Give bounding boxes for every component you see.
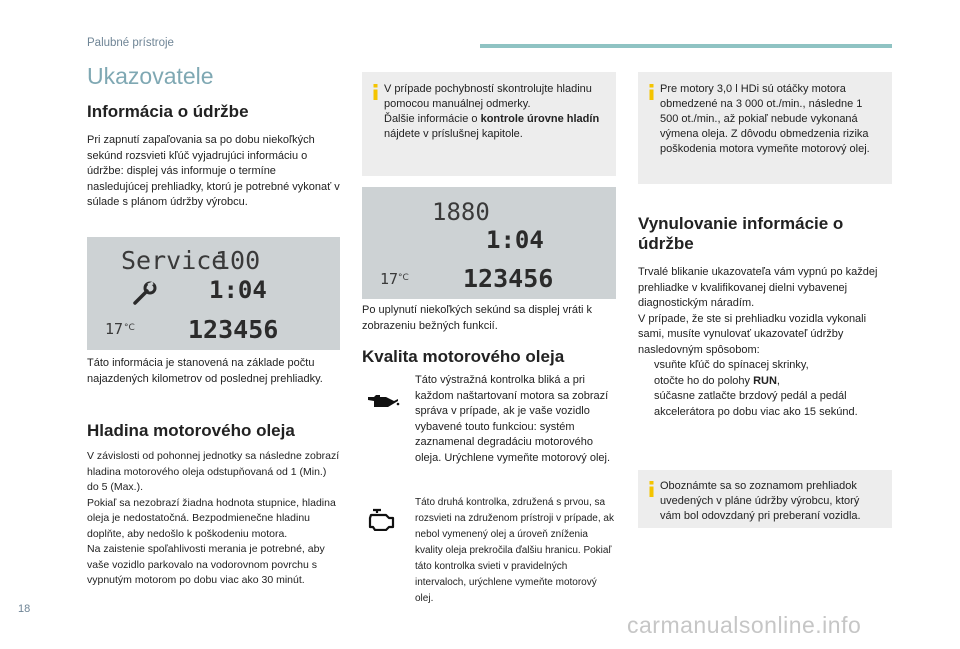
display-time: 1:04 (209, 276, 267, 304)
maintenance-section (87, 102, 340, 211)
oil-warning-first (415, 373, 616, 466)
info-schedule-text: Oboznámte sa so zoznamom prehliadok uvedených v pláne údržby výrobcu, ktorý vám bol odovzdaný pri preberaní vozidla. (660, 480, 861, 522)
display-service-distance: 100 (215, 246, 261, 275)
info-icon (647, 84, 656, 100)
display-return-text: Po uplynutí niekoľkých sekúnd sa displej vráti k zobrazeniu bežných funkcií. (362, 304, 593, 332)
display-temperature: 17 (105, 320, 124, 338)
reset-step (638, 389, 892, 420)
info-box-hdi (638, 72, 892, 184)
info-dipstick-text: V prípade pochybností skontrolujte hladinu pomocou manuálnej odmerky. (384, 83, 592, 110)
display-return-note (362, 303, 616, 334)
reset-step-position: RUN (753, 374, 777, 387)
maintenance-after-text: Táto informácia je stanovená na základe počtu najazdených kilometrov od poslednej prehliadky. (87, 357, 323, 385)
oil-can-icon (366, 393, 400, 409)
reset-section (638, 214, 892, 420)
service-display-panel (87, 237, 340, 350)
page-title: Ukazovatele (87, 63, 214, 89)
info-icon (647, 481, 656, 497)
header-divider (480, 44, 892, 48)
info-icon (371, 84, 380, 100)
watermark: carmanualsonline.info (627, 612, 862, 638)
display-remaining-distance: 1880 (432, 198, 490, 226)
display-temperature: 17 (380, 270, 399, 288)
reset-heading: Vynulovanie informácie o údržbe (638, 214, 844, 253)
display-odometer: 123456 (188, 315, 279, 344)
info-fluid-text-pre: Ďalšie informácie o (384, 113, 481, 125)
oil-level-heading: Hladina motorového oleja (87, 421, 295, 440)
oil-level-section (87, 421, 340, 589)
section-header: Palubné prístroje (87, 37, 174, 49)
display-temp-unit: °C (398, 273, 409, 283)
oil-level-text: V závislosti od pohonnej jednotky sa následne zobrazí hladina motorového oleja odstupňovaná od 1 (Min.) do 5 (Max.). Pokiaľ sa nezobrazí žiadna hodnota stupnice, hladina oleja je nedostatočná. Bezpodmienečne hladinu doplňte, aby nedošlo k poškodeniu motora. Na zaistenie spoľahlivosti merania je potrebné, aby vaše vozidlo parkovalo na vodorovnom povrchu s vypnutým motorom po dobu viac ako 30 minút. (87, 450, 340, 586)
engine-warning-icon (366, 505, 396, 531)
oil-warning-first-text: Táto výstražná kontrolka bliká a pri každom naštartovaní motora sa zobrazí správa v prípade, ak je vaše vozidlo vybavené touto funkciou: systém zaznamenal degradáciu motorového oleja. Urýchlene vymeňte motorový olej. (415, 374, 611, 464)
reset-step (638, 374, 892, 390)
oil-warning-second (415, 495, 616, 607)
distance-display-panel (362, 187, 616, 299)
info-fluid-text-post: nájdete v príslušnej kapitole. (384, 128, 523, 140)
maintenance-heading: Informácia o údržbe (87, 102, 249, 121)
reset-step-text: otočte ho do polohy (654, 374, 754, 387)
maintenance-note (87, 356, 340, 387)
info-box-dipstick (362, 72, 616, 176)
info-box-schedule (638, 470, 892, 528)
reset-step-text: súčasne zatlačte brzdový pedál a pedál akcelerátora po dobu viac ako 15 sekúnd. (654, 390, 858, 418)
display-time: 1:04 (486, 226, 544, 254)
reset-text: Trvalé blikanie ukazovateľa vám vypnú po každej prehliadke v kvalifikovanej dielni vybavenej diagnostickým náradím. V prípade, že ste si prehliadku vozidla vykonali sami, musíte vynulovať ukazovateľ údržby nasledovným spôsobom: (638, 266, 878, 356)
wrench-icon (135, 283, 155, 303)
page-number: 18 (18, 603, 31, 615)
info-fluid-link-text: kontrole úrovne hladín (480, 113, 600, 125)
reset-step (638, 358, 892, 374)
reset-step-text: vsuňte kľúč do spínacej skrinky, (654, 359, 809, 371)
reset-step-text-end: , (776, 374, 780, 387)
oil-quality-section (362, 347, 616, 367)
display-odometer: 123456 (463, 264, 554, 293)
info-fluid-text (384, 112, 606, 142)
display-service-label: Service (121, 246, 227, 275)
reset-steps-list (638, 358, 892, 420)
maintenance-text: Pri zapnutí zapaľovania sa po dobu niekoľkých sekúnd rozsvieti kľúč vyjadrujúci informáciu o údržbe: displej vás informuje o termíne nasledujúcej prehliadky, ktorú je potrebné vykonať v súlade s plánom údržby výrobcu. (87, 134, 340, 208)
info-hdi-text: Pre motory 3,0 l HDi sú otáčky motora obmedzené na 3 000 ot./min., následne 1 500 ot./min., až pokiaľ nebude vykonaná výmena oleja. Z dôvodu obmedzenia rizika poškodenia motora vymeňte motorový olej. (660, 83, 870, 155)
display-temp-unit: °C (124, 323, 135, 333)
oil-warning-second-text: Táto druhá kontrolka, združená s prvou, sa rozsvieti na združenom prístroji v prípade, ak nebol vymenený olej a úroveň zníženia kvality oleja prekročila ďalšiu hranicu. Pokiaľ táto kontrolka svieti v pravidelných intervaloch, urýchlene vymeňte motorový olej. (415, 497, 614, 604)
oil-quality-heading: Kvalita motorového oleja (362, 347, 565, 366)
